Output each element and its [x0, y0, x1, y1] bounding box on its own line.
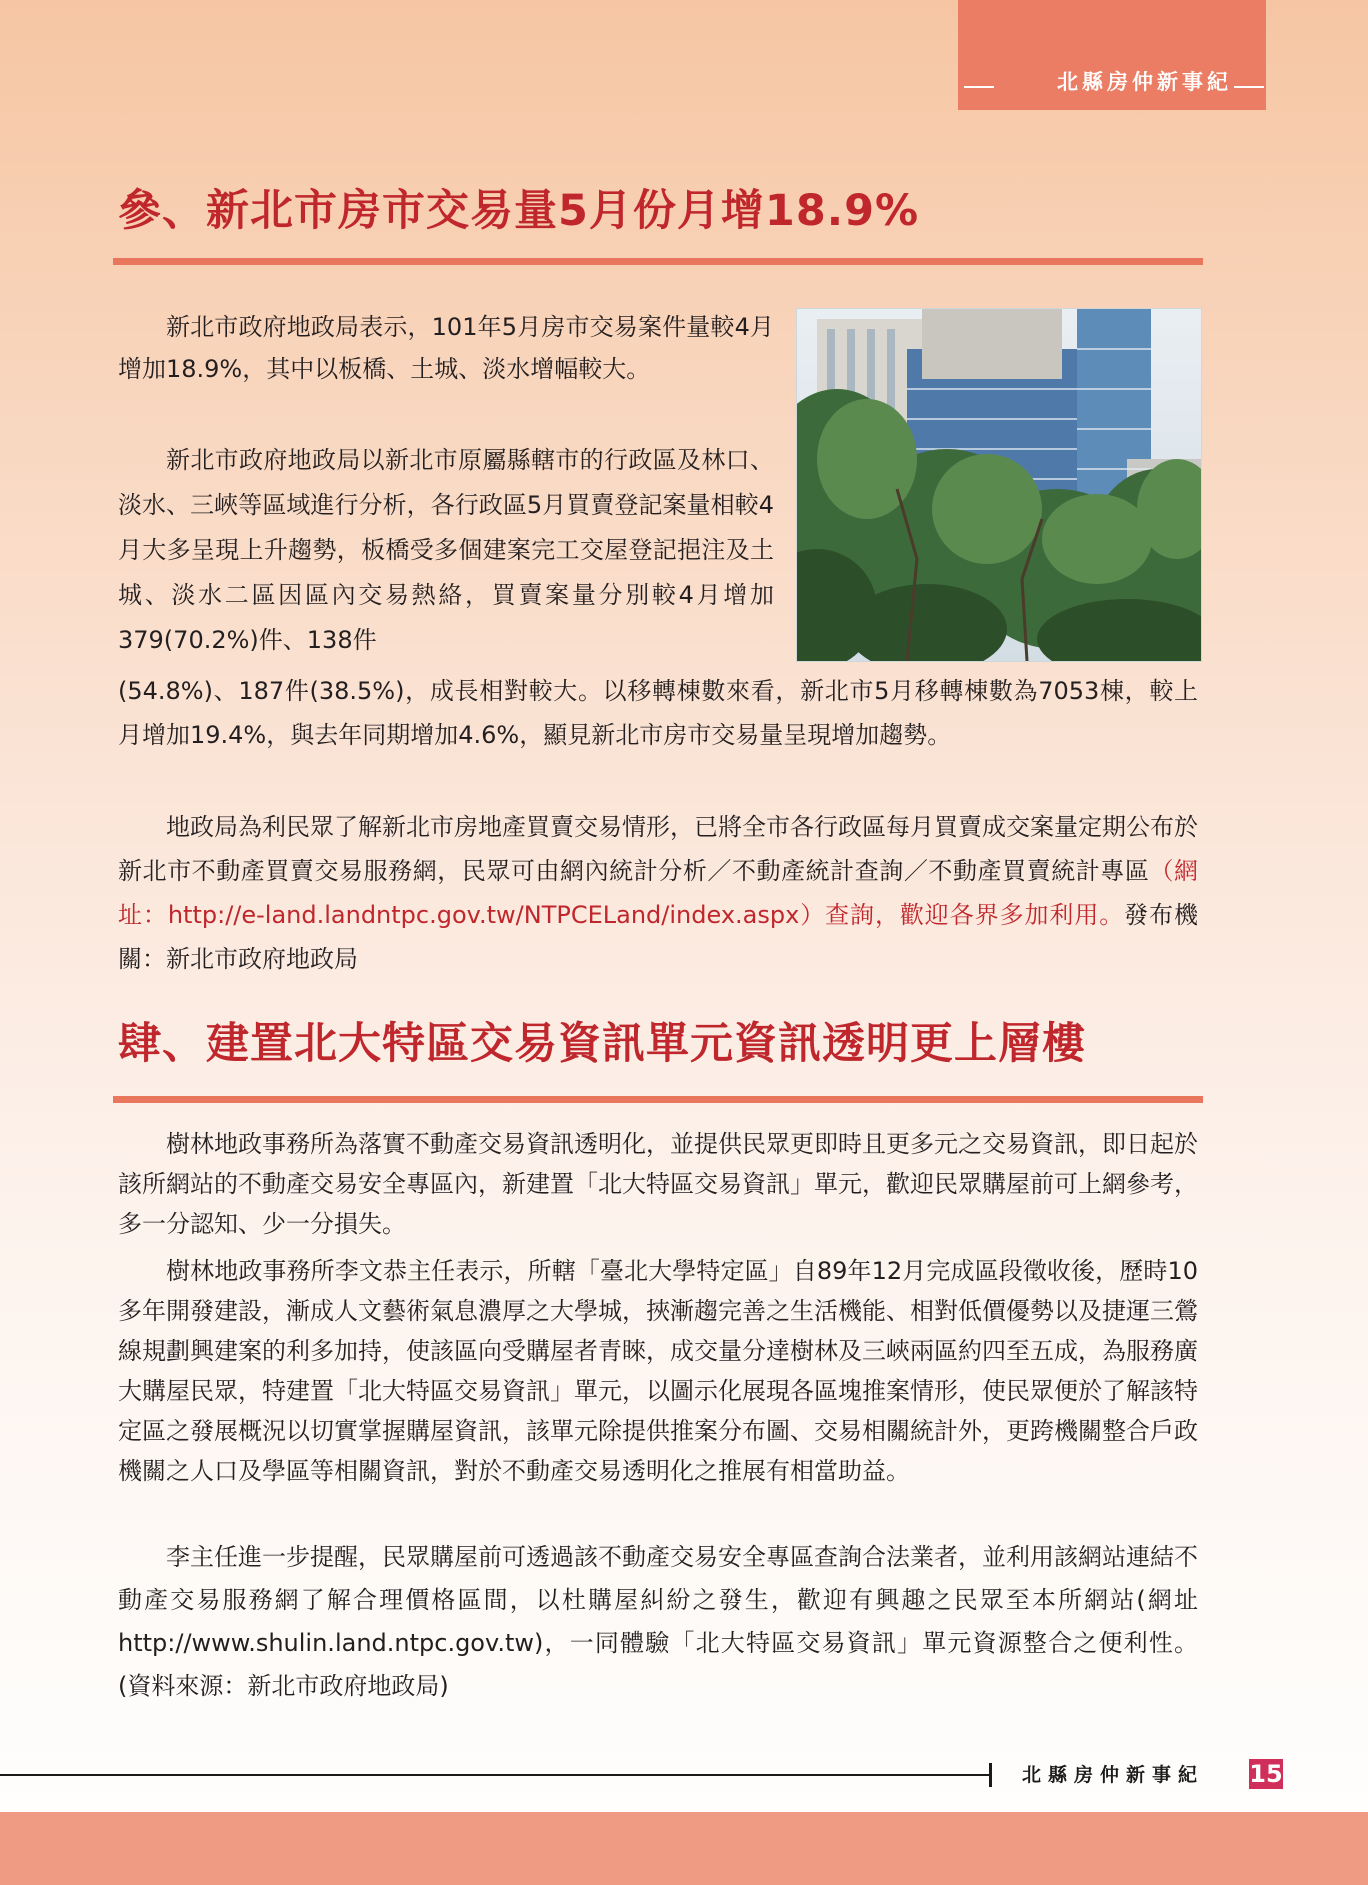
section3-paragraph-2b: (54.8%)、187件(38.5%)，成長相對較大。以移轉棟數來看，新北市5月移轉棟數為7053棟，較上月增加19.4%，與去年同期增加4.6%，顯見新北市房市交易量呈現增加趨勢。 — [118, 677, 1198, 749]
land-service-url-link[interactable]: （網址：http://e-land.landntpc.gov.tw/NTPCELand/index.aspx）查詢，歡迎各界多加利用。 — [118, 857, 1199, 929]
section4-paragraph-2: 樹林地政事務所李文恭主任表示，所轄「臺北大學特定區」自89年12月完成區段徵收後，歷時10多年開發建設，漸成人文藝術氣息濃厚之大學城，挾漸趨完善之生活機能、相對低價優勢以及捷運三鶯線規劃興建案的利多加持，使該區向受購屋者青睞，成交量分達樹林及三峽兩區約四至五成，為服務廣大購屋民眾，特建置「北大特區交易資訊」單元，以圖示化展現各區塊推案情形，使民眾便於了解該特定區之發展概況以切實掌握購屋資訊，該單元除提供推案分布圖、交易相關統計外，更跨機關整合戶政機關之人口及學區等相關資訊，對於不動產交易透明化之推展有相當助益。 — [118, 1257, 1198, 1485]
section3-paragraph-1: 新北市政府地政局表示，101年5月房市交易案件量較4月增加18.9%，其中以板橋、土城、淡水增幅較大。 — [118, 313, 774, 383]
section4-title: 肆、建置北大特區交易資訊單元資訊透明更上層樓 — [118, 1019, 1086, 1069]
section3-paragraph-3-source: 發布機關：新北市政府地政局 — [118, 901, 1199, 973]
footer-rule-tick — [989, 1763, 992, 1787]
header-dash-right — [1234, 86, 1264, 88]
section3-title: 參、新北市房市交易量5月份月增18.9% — [118, 186, 920, 236]
header-dash-left — [964, 86, 994, 88]
header-tab — [958, 0, 1266, 110]
section3-paragraph-3 — [118, 805, 1198, 981]
building-photo-image — [797, 309, 1201, 661]
section4-paragraph-1: 樹林地政事務所為落實不動產交易資訊透明化，並提供民眾更即時且更多元之交易資訊，即日起於該所網站的不動產交易安全專區內，新建置「北大特區交易資訊」單元，歡迎民眾購屋前可上網參考，多一分認知、少一分損失。 — [118, 1130, 1198, 1238]
section3-paragraph-2a: 新北市政府地政局以新北市原屬縣轄市的行政區及林口、淡水、三峽等區域進行分析，各行政區5月買賣登記案量相較4月大多呈現上升趨勢，板橋受多個建案完工交屋登記挹注及土城、淡水二區因區內交易熱絡，買賣案量分別較4月增加379(70.2%)件、138件 — [118, 446, 774, 654]
header-tab-text: 北縣房仲新事紀 — [1057, 70, 1232, 94]
section3-paragraph-3-text: 地政局為利民眾了解新北市房地產買賣交易情形，已將全市各行政區每月買賣成交案量定期公布於新北市不動產買賣交易服務網，民眾可由網內統計分析／不動產統計查詢／不動產買賣統計專區 — [118, 813, 1198, 885]
section4-title-underline — [113, 1096, 1203, 1103]
footer-rule — [0, 1774, 990, 1776]
section4-paragraph-3: 李主任進一步提醒，民眾購屋前可透過該不動產交易安全專區查詢合法業者，並利用該網站連結不動產交易服務網了解合理價格區間，以杜購屋糾紛之發生，歡迎有興趣之民眾至本所網站(網址http://www.shulin.land.ntpc.gov.tw)，一同體驗「北大特區交易資訊」單元資源整合之便利性。 (資料來源：新北市政府地政局) — [118, 1543, 1198, 1700]
footer-title: 北縣房仲新事紀 — [1022, 1764, 1205, 1786]
footer-band — [0, 1812, 1368, 1885]
building-photo — [796, 308, 1202, 662]
page-number: 15 — [1249, 1760, 1283, 1788]
section3-title-underline — [113, 258, 1203, 265]
